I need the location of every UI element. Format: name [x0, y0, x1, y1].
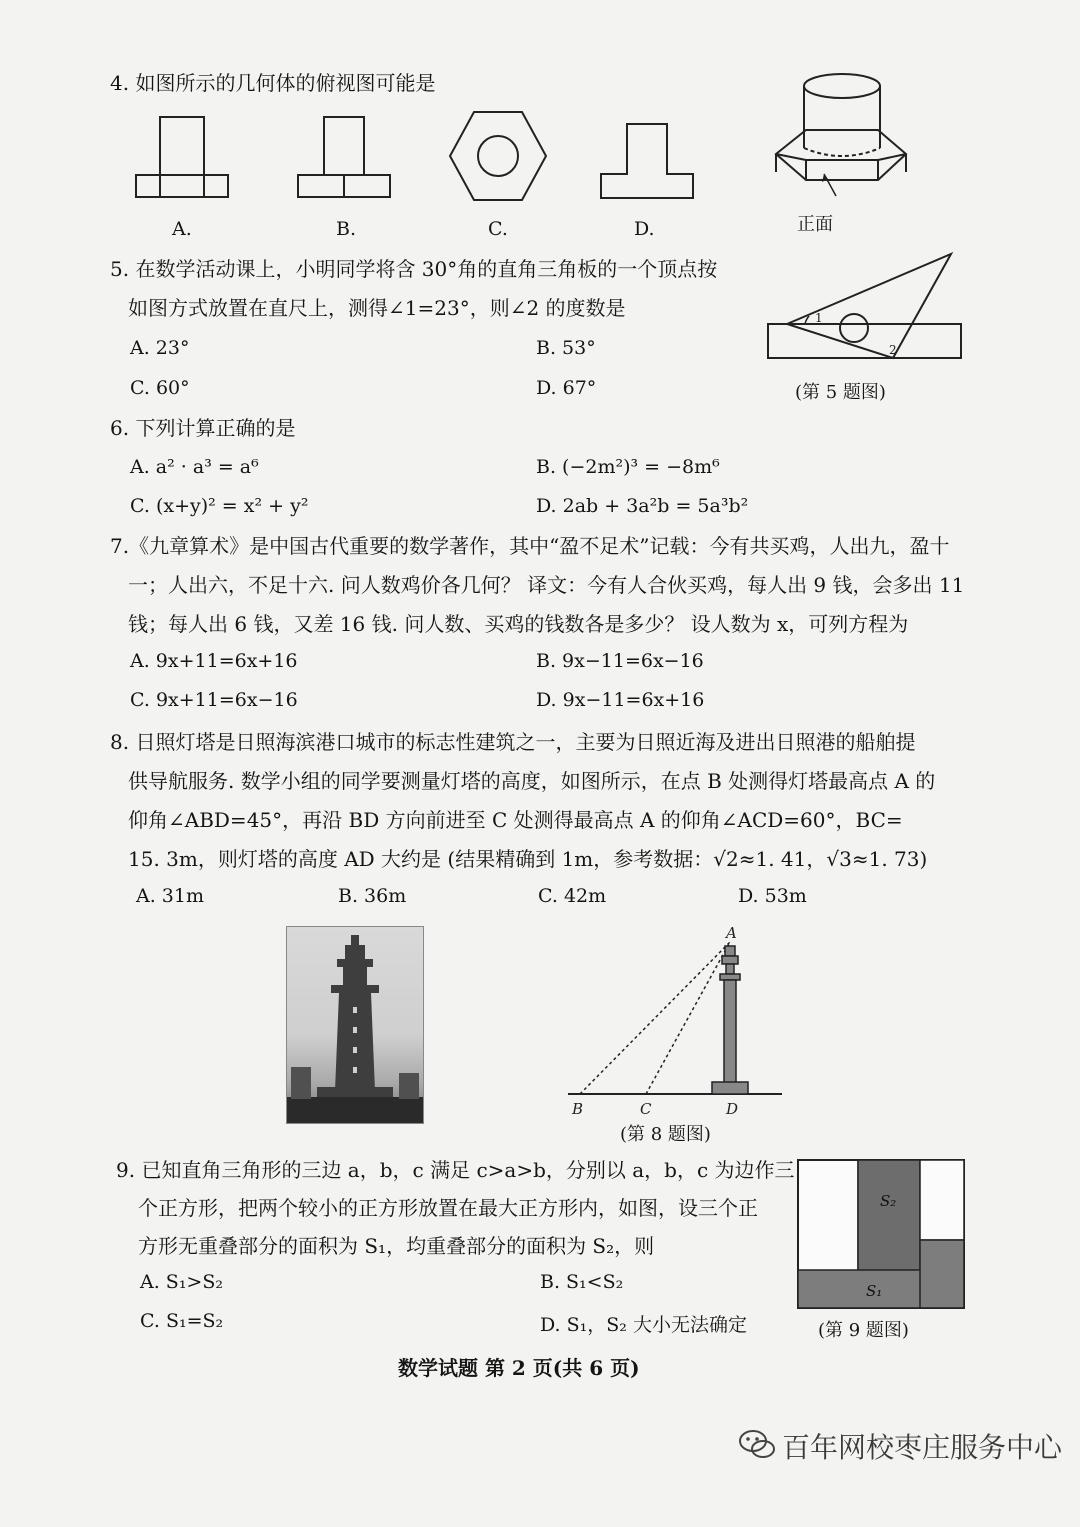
q8-option-c: C. 42m — [538, 885, 607, 907]
q8-option-b: B. 36m — [338, 885, 407, 907]
q8-option-a: A. 31m — [136, 885, 204, 907]
q6-option-d: D. 2ab + 3a²b = 5a³b² — [536, 495, 749, 517]
q8-point-c: C — [640, 1100, 652, 1118]
q7-option-c: C. 9x+11=6x−16 — [130, 689, 298, 711]
q7-line3: 钱；每人出 6 钱，又差 16 钱. 问人数、买鸡的钱数各是多少？ 设人数为 x，可列方程为 — [128, 612, 909, 636]
q9-figure — [796, 1158, 968, 1314]
q9-s2-label: S₂ — [880, 1192, 897, 1210]
q8-line4: 15. 3m，则灯塔的高度 AD 大约是 (结果精确到 1m，参考数据：√2≈1. 41，√3≈1. 73) — [128, 847, 928, 871]
q7-option-d: D. 9x−11=6x+16 — [536, 689, 705, 711]
q4-front-label: 正面 — [797, 214, 833, 235]
q7-line2: 一；人出六，不足十六. 问人数鸡价各几何？ 译文：今有人合伙买鸡，每人出 9 钱，会多出 11 — [128, 573, 965, 597]
q4-figure-a — [134, 115, 234, 200]
q8-option-d: D. 53m — [738, 885, 807, 907]
q9-caption: (第 9 题图) — [818, 1320, 909, 1341]
q9-option-d: D. S₁，S₂ 大小无法确定 — [540, 1314, 747, 1336]
q7-option-b: B. 9x−11=6x−16 — [536, 650, 704, 672]
q5-line2: 如图方式放置在直尺上，测得∠1=23°，则∠2 的度数是 — [128, 296, 626, 320]
q4-figure-c — [448, 110, 548, 202]
q6-option-b: B. (−2m²)³ = −8m⁶ — [536, 456, 720, 478]
q5-option-d: D. 67° — [536, 377, 597, 399]
q7-option-a: A. 9x+11=6x+16 — [130, 650, 298, 672]
watermark-text: 百年网校枣庄服务中心 — [782, 1431, 1063, 1464]
q5-figure — [765, 250, 965, 370]
q5-option-b: B. 53° — [536, 337, 596, 359]
q8-point-d: D — [726, 1100, 739, 1118]
q4-solid-figure — [770, 68, 920, 208]
q4-option-b: B. — [336, 218, 357, 240]
q4-figure-d — [599, 122, 699, 200]
q5-option-a: A. 23° — [130, 337, 190, 359]
q5-angle-label-1: 1 — [815, 311, 823, 325]
q8-line3: 仰角∠ABD=45°，再沿 BD 方向前进至 C 处测得最高点 A 的仰角∠ACD=60°，BC= — [128, 808, 903, 832]
q8-caption: (第 8 题图) — [620, 1124, 711, 1145]
q7-line1: 7.《九章算术》是中国古代重要的数学著作，其中“盈不足术”记载：今有共买鸡，人出九，盈十 — [110, 534, 950, 558]
page-footer: 数学试题 第 2 页(共 6 页) — [398, 1356, 640, 1380]
q5-line1: 5. 在数学活动课上，小明同学将含 30°角的直角三角板的一个顶点按 — [110, 257, 718, 281]
q8-point-a: A — [726, 924, 737, 942]
q4-option-c: C. — [488, 218, 508, 240]
q4-option-a: A. — [172, 218, 192, 240]
q4-stem: 4. 如图所示的几何体的俯视图可能是 — [110, 71, 436, 95]
q9-line3: 方形无重叠部分的面积为 S₁，均重叠部分的面积为 S₂，则 — [138, 1234, 655, 1258]
q9-option-b: B. S₁<S₂ — [540, 1271, 624, 1293]
q9-s1-label: S₁ — [866, 1282, 883, 1300]
q9-line2: 个正方形，把两个较小的正方形放置在最大正方形内，如图，设三个正 — [138, 1196, 758, 1220]
q6-option-c: C. (x+y)² = x² + y² — [130, 495, 309, 517]
q6-option-a: A. a² · a³ = a⁶ — [130, 456, 259, 478]
q4-option-d: D. — [634, 218, 655, 240]
q8-diagram — [560, 920, 790, 1120]
q9-option-c: C. S₁=S₂ — [140, 1310, 224, 1332]
lighthouse-photo — [286, 926, 424, 1124]
q8-point-b: B — [572, 1100, 584, 1118]
q6-stem: 6. 下列计算正确的是 — [110, 416, 296, 440]
q9-option-a: A. S₁>S₂ — [140, 1271, 223, 1293]
wechat-icon — [738, 1428, 776, 1462]
q8-line1: 8. 日照灯塔是日照海滨港口城市的标志性建筑之一，主要为日照近海及进出日照港的船舶提 — [110, 730, 916, 754]
q9-line1: 9. 已知直角三角形的三边 a，b，c 满足 c>a>b，分别以 a，b，c 为边作三 — [116, 1158, 795, 1182]
q8-line2: 供导航服务. 数学小组的同学要测量灯塔的高度，如图所示，在点 B 处测得灯塔最高点 A 的 — [128, 769, 936, 793]
q5-option-c: C. 60° — [130, 377, 190, 399]
q5-angle-label-2: 2 — [889, 343, 897, 357]
q5-caption: (第 5 题图) — [795, 382, 886, 403]
q4-figure-b — [296, 115, 396, 200]
